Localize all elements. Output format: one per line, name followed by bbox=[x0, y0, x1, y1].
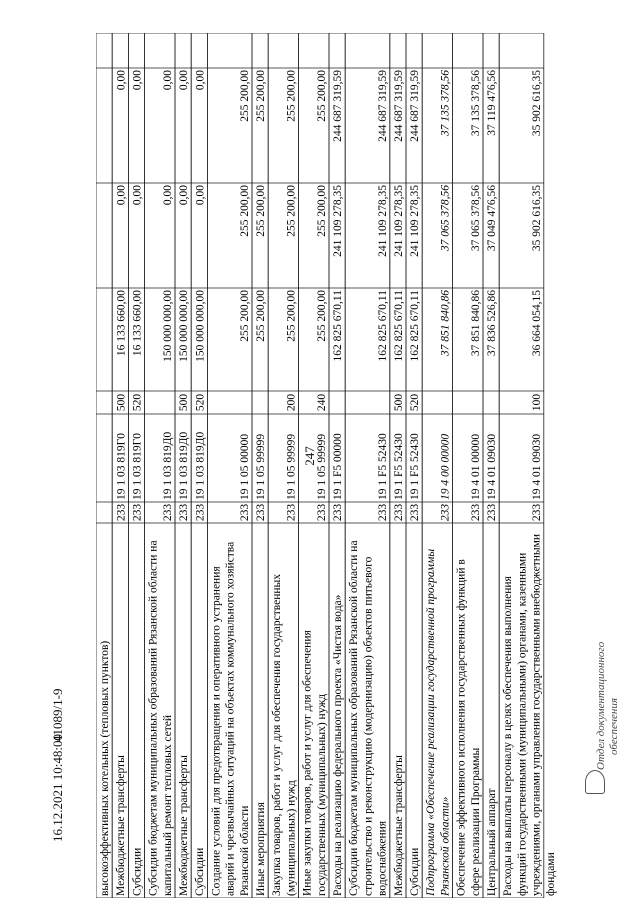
cell-name: капитальный ремонт тепловых сетей bbox=[161, 714, 174, 896]
cell-csr: 19 4 01 00000 bbox=[470, 433, 482, 500]
cell-s1: 255 200,00 bbox=[285, 290, 298, 342]
cell-s3: 0,00 bbox=[178, 70, 191, 91]
cell-g: 233 bbox=[470, 503, 482, 522]
cell-s3: 244 687 319,59 bbox=[409, 70, 422, 142]
cell-g: 233 bbox=[255, 503, 268, 522]
cell-csr: 19 1 05 99999 bbox=[316, 433, 328, 500]
cell-g: 233 bbox=[376, 503, 389, 522]
table-row bbox=[345, 33, 390, 898]
cell-name: фондами bbox=[544, 852, 557, 896]
cell-s2: 255 200,00 bbox=[285, 185, 298, 237]
cell-name: Создание условий для предотвращения и оперативного устранения bbox=[210, 566, 223, 896]
cell-name: Субсидии бюджетам муниципальных образований Рязанской области на bbox=[348, 540, 361, 896]
cell-vr: 520 bbox=[409, 393, 422, 412]
cell-s1: 162 825 670,11 bbox=[393, 290, 405, 362]
cell-vr: 520 bbox=[131, 393, 144, 412]
footer-code: 41089/1-9 bbox=[50, 688, 65, 742]
cell-s2: 35 902 616,35 bbox=[530, 185, 543, 252]
cell-s2: 37 049 476,56 bbox=[486, 185, 499, 252]
cell-s1: 37 836 526,86 bbox=[486, 290, 499, 357]
cell-vr: 500 bbox=[178, 393, 191, 412]
cell-g: 233 bbox=[178, 503, 191, 522]
cell-s1: 37 851 840,86 bbox=[470, 290, 482, 357]
cell-s1: 255 200,00 bbox=[239, 290, 251, 342]
cell-csr: 19 4 01 09030 bbox=[486, 433, 499, 500]
cell-name: Рязанской области» bbox=[439, 796, 452, 896]
cell-csr: 19 4 01 09030 bbox=[530, 433, 543, 500]
table-row bbox=[96, 33, 112, 898]
cell-s3: 0,00 bbox=[131, 70, 144, 91]
page-number: 247 bbox=[301, 446, 317, 466]
cell-s2: 255 200,00 bbox=[316, 185, 328, 237]
cell-name: аварий и чрезвычайных ситуаций на объектах коммунального хозяйства bbox=[224, 541, 237, 896]
cell-g: 233 bbox=[409, 503, 422, 522]
cell-name: Расходы на реализацию федерального проекта «Чистая вода» bbox=[332, 594, 344, 896]
cell-g: 233 bbox=[285, 503, 298, 522]
cell-s2: 241 109 278,35 bbox=[409, 185, 422, 257]
cell-s1: 255 200,00 bbox=[255, 290, 268, 342]
cell-s3: 255 200,00 bbox=[316, 70, 328, 122]
table-row bbox=[191, 33, 207, 898]
cell-vr: 100 bbox=[530, 393, 543, 412]
cell-vr: 200 bbox=[285, 393, 298, 412]
table-row bbox=[406, 33, 422, 898]
cell-s3: 37 119 476,56 bbox=[486, 70, 499, 136]
cell-g: 233 bbox=[393, 503, 405, 522]
table-row bbox=[499, 33, 557, 898]
cell-g: 233 bbox=[115, 503, 128, 522]
cell-name: Межбюджетные трансферты bbox=[178, 755, 190, 896]
cell-g: 233 bbox=[332, 503, 345, 522]
cell-vr: 240 bbox=[316, 393, 328, 412]
cell-g: 233 bbox=[162, 503, 174, 522]
cell-s2: 0,00 bbox=[131, 185, 144, 206]
table-row bbox=[207, 33, 252, 898]
cell-s1: 150 000 000,00 bbox=[194, 290, 207, 362]
cell-g: 233 bbox=[316, 503, 328, 522]
cell-name: Субсидии bbox=[409, 847, 421, 896]
cell-g: 233 bbox=[131, 503, 144, 522]
table-row bbox=[483, 33, 499, 898]
cell-name: строительство и реконструкцию (модернизацию) объектов питьевого bbox=[362, 556, 375, 896]
cell-name: функций государственными (муниципальными) органами, казенными bbox=[516, 552, 529, 896]
cell-csr: 19 1 F5 52430 bbox=[376, 433, 389, 500]
cell-name: Иные мероприятия bbox=[255, 802, 267, 896]
cell-s1: 16 133 660,00 bbox=[131, 290, 144, 357]
cell-name: сфере реализации Программы bbox=[469, 747, 482, 896]
table-row bbox=[299, 33, 329, 898]
budget-table bbox=[96, 33, 576, 898]
cell-g: 233 bbox=[194, 503, 207, 522]
table-row bbox=[112, 33, 128, 898]
cell-name: Субсидии бюджетам муниципальных образований Рязанской области на bbox=[147, 540, 160, 896]
cell-s1: 162 825 670,11 bbox=[376, 290, 389, 362]
cell-s1: 36 664 054,15 bbox=[530, 290, 543, 357]
cell-s1: 150 000 000,00 bbox=[178, 290, 191, 362]
cell-name: Рязанской области bbox=[238, 805, 251, 896]
table-row bbox=[390, 33, 406, 898]
cell-name: Субсидии bbox=[194, 847, 207, 896]
cell-name: Межбюджетные трансферты bbox=[392, 755, 405, 896]
cell-name: Расходы на выплаты персоналу в целях обеспечения выполнения bbox=[502, 576, 515, 896]
budget-table-wrap bbox=[96, 33, 576, 898]
cell-s3: 0,00 bbox=[194, 70, 207, 91]
cell-name: государственных (муниципальных) нужд bbox=[315, 693, 328, 896]
cell-name: Обеспечение эффективного исполнения государственных функций в bbox=[455, 559, 468, 896]
cell-name: Иные закупки товаров, работ и услуг для обеспечения bbox=[301, 630, 314, 896]
table-row bbox=[453, 33, 483, 898]
cell-s2: 0,00 bbox=[178, 185, 191, 206]
footer-date: 16.12.2021 10:48:00 bbox=[50, 734, 65, 842]
cell-g: 233 bbox=[486, 503, 499, 522]
cell-name: высокоэффективных котельных (тепловых пунктов) bbox=[99, 640, 111, 896]
table-row bbox=[145, 33, 175, 898]
cell-g: 233 bbox=[439, 503, 452, 522]
cell-csr: 19 1 05 99999 bbox=[255, 433, 268, 500]
cell-s1: 162 825 670,11 bbox=[409, 290, 422, 362]
footer-dept-line-2: обеспечения bbox=[608, 698, 620, 755]
cell-vr: 520 bbox=[194, 393, 207, 412]
footer-dept-line-1: Отдел документационного bbox=[595, 641, 607, 770]
cell-csr: 19 1 05 99999 bbox=[285, 433, 298, 500]
cell-csr: 19 1 03 819Г0 bbox=[115, 432, 128, 500]
cell-s3: 255 200,00 bbox=[239, 70, 251, 122]
cell-s2: 241 109 278,35 bbox=[393, 185, 405, 257]
cell-s2: 255 200,00 bbox=[255, 185, 268, 237]
cell-csr: 19 1 05 00000 bbox=[239, 433, 251, 500]
cell-s3: 255 200,00 bbox=[285, 70, 298, 122]
table-row bbox=[268, 33, 298, 898]
cell-s3: 244 687 319,59 bbox=[376, 70, 389, 142]
cell-s2: 0,00 bbox=[115, 185, 128, 206]
cell-s3: 244 687 319,59 bbox=[393, 70, 405, 142]
table-row bbox=[329, 33, 345, 898]
cell-s2: 0,00 bbox=[162, 185, 174, 206]
cell-csr: 19 4 00 00000 bbox=[439, 433, 452, 500]
cell-s3: 35 902 616,35 bbox=[530, 70, 543, 137]
cell-g: 233 bbox=[530, 503, 543, 522]
cell-s3: 0,00 bbox=[162, 70, 174, 91]
cell-s3: 255 200,00 bbox=[255, 70, 268, 122]
table-row bbox=[252, 33, 268, 898]
cell-s2: 241 109 278,35 bbox=[332, 185, 345, 257]
cell-s2: 241 109 278,35 bbox=[376, 185, 389, 257]
stamp-icon bbox=[585, 770, 605, 794]
cell-name: (муниципальных) нужд bbox=[285, 780, 298, 896]
cell-s1: 37 851 840,86 bbox=[439, 290, 452, 357]
cell-name: Субсидии bbox=[131, 847, 144, 896]
cell-name: Центральный аппарат bbox=[486, 788, 498, 896]
cell-s2: 255 200,00 bbox=[239, 185, 251, 237]
cell-s1: 162 825 670,11 bbox=[332, 290, 345, 362]
cell-name: Межбюджетные трансферты bbox=[115, 755, 128, 896]
cell-name: учреждениями, органами управления государственными внебюджетными bbox=[530, 533, 543, 896]
cell-csr: 19 1 F5 52430 bbox=[409, 433, 422, 500]
cell-vr: 500 bbox=[393, 393, 405, 412]
cell-name: Подпрограмма «Обеспечение реализации государственной программы bbox=[425, 548, 438, 896]
cell-name: Закупка товаров, работ и услуг для обеспечения государственных bbox=[271, 573, 284, 896]
cell-csr: 19 1 F5 00000 bbox=[332, 433, 345, 500]
cell-s1: 150 000 000,00 bbox=[162, 290, 174, 362]
cell-s1: 255 200,00 bbox=[316, 290, 328, 342]
cell-s3: 37 135 378,56 bbox=[470, 70, 482, 137]
cell-g: 233 bbox=[239, 503, 251, 522]
cell-s3: 37 135 378,56 bbox=[439, 70, 452, 137]
cell-name: водоснабжения bbox=[376, 820, 389, 896]
cell-csr: 19 1 03 819Д0 bbox=[178, 431, 191, 500]
cell-s3: 0,00 bbox=[115, 70, 128, 91]
cell-s1: 16 133 660,00 bbox=[115, 290, 128, 357]
cell-csr: 19 1 03 819Г0 bbox=[131, 432, 144, 500]
cell-csr: 19 1 F5 52430 bbox=[393, 433, 405, 500]
cell-s2: 0,00 bbox=[194, 185, 207, 206]
table-row bbox=[422, 33, 452, 898]
cell-s3: 244 687 319,59 bbox=[332, 70, 345, 142]
cell-s2: 37 065 378,56 bbox=[439, 185, 452, 252]
cell-csr: 19 1 03 819Д0 bbox=[194, 431, 207, 500]
cell-s2: 37 065 378,56 bbox=[470, 185, 482, 252]
table-row bbox=[175, 33, 191, 898]
cell-vr: 500 bbox=[115, 393, 128, 412]
table-row bbox=[128, 33, 144, 898]
cell-csr: 19 1 03 819Д0 bbox=[162, 431, 174, 500]
